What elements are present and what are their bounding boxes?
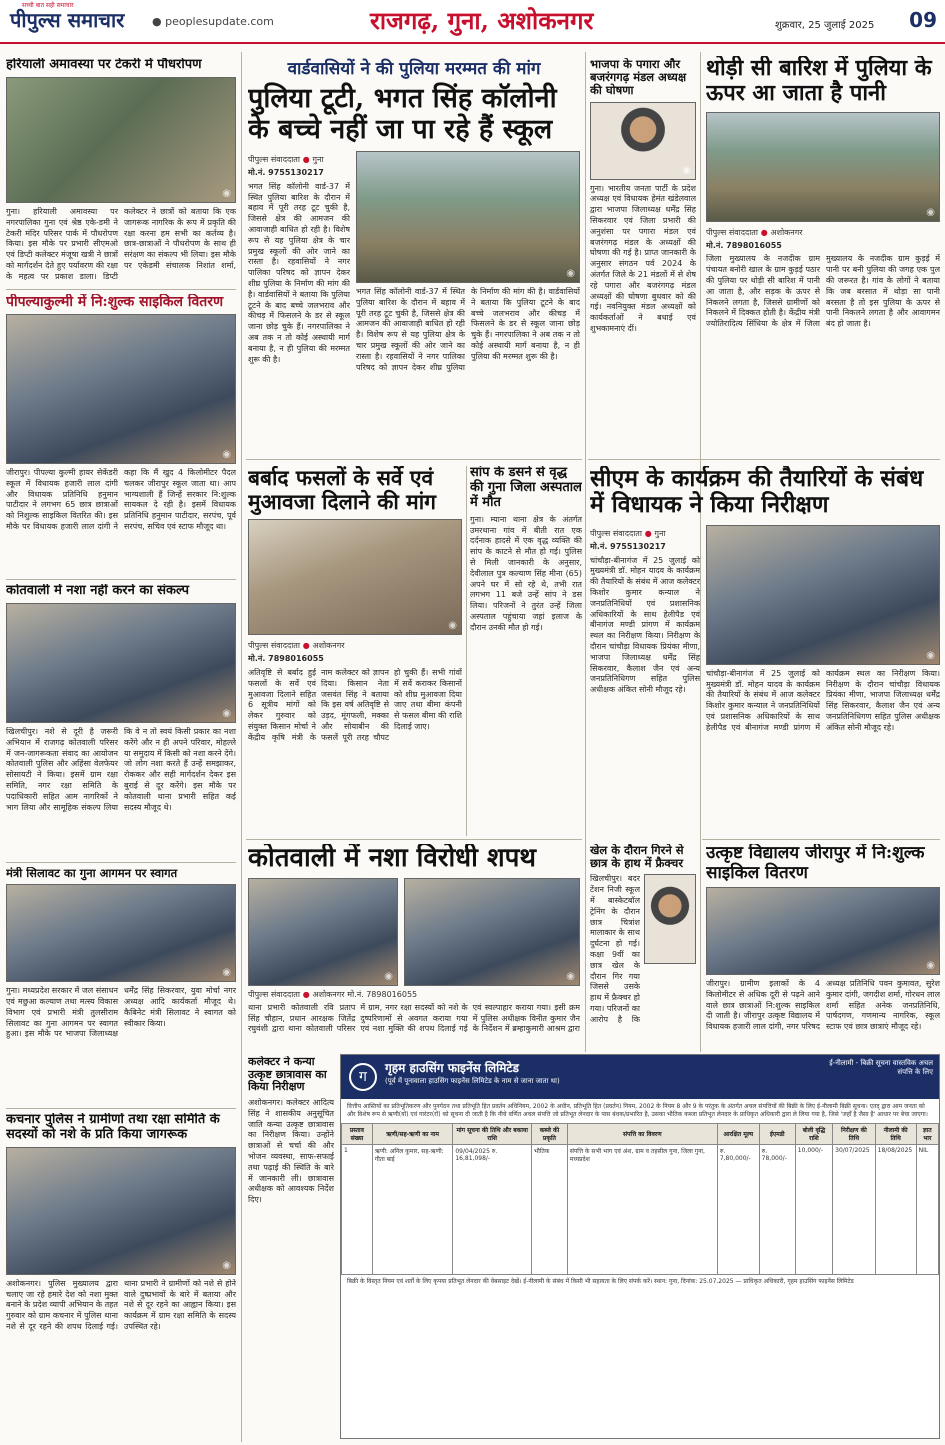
story-mobile: मो.नं. 7898016055: [706, 240, 782, 250]
story-body: अतिवृष्टि से बर्बाद हुई फसलों के सर्वे एवं मुआवजा दिलाने सहित 6 सूत्रीय मांगों को लेकर गुरुवार को संयुक्त किसान मोर्चा ने केंद्रीय कृषि मंत्री के नाम कलेक्टर को ज्ञापन दिया। किसान नेता जसवंत सिंह ने बताया कि इस वर्ष अतिवृष्टि से उड़द, मूंगफली, मक्का और सोयाबीन की फसलें पूरी तरह चौपट हो चुकी हैं। सभी गांवों में सर्वे कराकर किसानों को शीघ्र मुआवजा दिया जाए तथा बीमा कंपनी से फसल बीमा की राशि दिलाई जाए।: [248, 668, 462, 742]
table-row: [342, 1144, 939, 1274]
page-header: [0, 0, 945, 44]
story-divider: [6, 1108, 236, 1109]
story-photo: [248, 519, 462, 635]
story-plantation: [6, 58, 236, 286]
camera-icon: ◉: [566, 970, 575, 982]
column-rule: [585, 52, 586, 1052]
story-photo: [6, 314, 236, 464]
ad-banner: [341, 1055, 939, 1099]
camera-icon: ◉: [222, 449, 231, 461]
story-photo: [6, 884, 236, 982]
story-utkrisht-cycles: [706, 844, 940, 1052]
table-header: नीलामी की तिथि: [875, 1123, 916, 1144]
story-headline[interactable]: कचनार पुलिस ने ग्रामीणों तथा रक्षा समिति के सदस्यों को नशे के प्रति किया जागरूक: [6, 1113, 220, 1142]
table-cell: संपत्ति के सभी भाग एवं अंश, ग्राम व तहसील गुना, जिला गुना, मध्यप्रदेश: [567, 1144, 717, 1274]
table-header: मांग सूचना की तिथि और बकाया राशि: [453, 1123, 532, 1144]
story-photo: [706, 112, 940, 222]
table-header: ईएमडी: [759, 1123, 795, 1144]
story-body: गुना। भारतीय जनता पार्टी के प्रदेश अध्यक्ष एवं विधायक हेमंत खंडेलवाल द्वारा भाजपा जिलाध्यक्ष धर्मेंद्र सिंह सिकरवार एवं जिला प्रभारी की अनुशंसा पर पगारा मंडल एवं बजरंगगढ़ मंडल के अध्यक्षों की घोषणा की गई है। प्राप्त जानकारी के अनुसार संगठन पर्व 2024 के अंतर्गत जिले के 21 मंडलों में से शेष रहे पगारा और बजरंगगढ़ मंडल अध्यक्षों की घोषणा बुधवार को की गई। नवनियुक्त मंडल अध्यक्षों को कार्यकर्ताओं ने बधाई एवं शुभकामनाएं दीं।: [590, 183, 696, 334]
table-cell: 09/04/2025 रु. 16,81,098/-: [453, 1144, 532, 1274]
story-divider: [246, 839, 582, 840]
story-body: चांचौड़ा-बीनागंज में 25 जुलाई को मुख्यमंत्री डॉ. मोहन यादव के कार्यक्रम की तैयारियों के संबंध में आज कलेक्टर किशोर कुमार कन्याल ने जनप्रतिनिधियों एवं प्रशासनिक अधिकारियों के साथ हेलीपैड एवं बीनागंज मण्डी प्रांगण में कार्यक्रम स्थल का निरीक्षण किया। निरीक्षण के दौरान चांचौड़ा विधायक प्रियंका मीणा, भाजपा जिलाध्यक्ष धर्मेंद्र सिंह सिकरवार, कैलाश जैन एवं अन्य जनप्रतिनिधिगण सहित पुलिस अधीक्षक अंकित सोनी मौजूद रहे।: [590, 555, 700, 695]
story-body: गुना। म्याना थाना क्षेत्र के अंतर्गत उमरथाना गांव में बीती रात एक दर्दनाक हादसे में एक वृद्ध व्यक्ति की सांप के काटने से मौत हो गई। पुलिस से मिली जानकारी के अनुसार, देवीलाल पुत्र कल्याण सिंह मीना (65) अपने घर में सो रहे थे, तभी रात लगभग 11 बजे उन्हें सांप ने डस लिया। परिजनों ने तुरंत उन्हें जिला अस्पताल पहुंचाया जहां इलाज के दौरान उनकी मौत हो गई।: [470, 514, 582, 632]
ad-footer: बिक्री के विस्तृत नियम एवं शर्तों के लिए कृपया प्रतिभूत लेनदार की वेबसाइट देखें। ई-नीलामी के संबंध में किसी भी सहायता के लिए संपर्क करें। स्थान: गुना, दिनांक: 25.07.2025 — प्राधिकृत अधिकारी, गृहम हाउसिंग फाइनेंस लिमिटेड: [347, 1277, 854, 1285]
camera-icon: ◉: [566, 268, 575, 280]
ad-company-name: गृहम हाउसिंग फाइनेंस लिमिटेड: [385, 1061, 519, 1075]
story-photo: [6, 603, 236, 723]
ad-notice-type: ई-नीलामी - बिक्री सूचना वास्तविक अचल संपत्ति के लिए: [829, 1059, 933, 1076]
story-photo: [644, 874, 696, 964]
story-body: गुना। हरियाली अमावस्या पर नगरपालिका गुना एवं श्रेष्ठ एके-डमी ने टेकरी मंदिर परिसर पार्क में पौधरोपण किया। इस मौके पर प्रभारी सीएमओ एवं डिप्टी कलेक्टर मंजूषा खत्री ने छात्रों को मार्गदर्शन देते हुए पर्यावरण की रक्षा के महत्व पर प्रकाश डाला। डिप्टी कलेक्टर ने छात्रों को बताया कि एक जागरूक नागरिक के रूप में प्रकृति की रक्षा करना हम सभी का कर्तव्य है। छात्र-छात्राओं ने पौधरोपण के साथ ही सरंक्षण का संकल्प भी लिया। इस मौके पर एकेडमी संचालक निशांत शर्मा,: [6, 206, 236, 281]
column-rule: [241, 52, 242, 1442]
story-kachnar-police: [6, 1113, 236, 1439]
story-bjp-mandal: [590, 58, 696, 456]
story-headline[interactable]: कलेक्टर ने कन्या उत्कृष्ट छात्रावास का किया निरीक्षण: [248, 1056, 327, 1094]
story-headline[interactable]: भाजपा के पगारा और बजरंगगढ़ मंडल अध्यक्ष की घोषणा: [590, 58, 687, 98]
table-cell: रु. 7,80,000/-: [717, 1144, 759, 1274]
website-link[interactable]: ● peoplesupdate.com: [152, 15, 274, 28]
story-photo: [590, 102, 696, 180]
story-body: थाना प्रभारी कोतवाली रवि प्रताप सिंह चौहान, प्रधान आरक्षक जितेंद्र रघुवंशी द्वारा थाना कोतवाली परिसर में ग्राम, नगर रक्षा सदस्यों को नशे के दुष्परिणामों से अवगत कराया गया एवं नशा मुक्ति की शपथ दिलाई गई एवं स्वल्पाहार कराया गया। इसी क्रम में पुलिस अधीक्षक विनीत कुमार जैन के निर्देशन में ब्रम्हाकुमारी आश्रम द्वारा: [248, 1002, 580, 1034]
table-header: ज्ञात भार: [916, 1123, 938, 1144]
story-body: अशोकनगर। पुलिस मुख्यालय द्वारा चलाए जा रहे हमारे देश को नशा मुक्त बनाने के प्रदेश व्यापी अभियान के तहत गुरुवार को ग्राम कचनार में पुलिस थाना नशे से दूर रहने की शपथ दिलाई गई। थाना प्रभारी ने ग्रामीणों को नशे से होने वाले दुष्प्रभावों के बारे में बताया और नशे से दूर रहने का आह्वान किया। इस कार्यक्रम में ग्राम रक्षा समिति के सदस्य उपस्थित रहे।: [6, 1278, 236, 1332]
story-headline[interactable]: सीएम के कार्यक्रम की तैयारियों के संबंध में विधायक ने किया निरीक्षण: [590, 466, 924, 519]
story-divider: [246, 459, 582, 460]
story-divider: [702, 839, 940, 840]
story-snakebite: [470, 466, 582, 836]
auction-table: [341, 1123, 939, 1275]
ad-intro: वित्तीय आस्तियों का प्रतिभूतिकरण और पुनर्गठन तथा प्रतिभूति हित प्रवर्तन अधिनियम, 2002 के अधीन, प्रतिभूति हित (प्रवर्तन) नियम, 2002 के नियम 8 और 9 के परंतुक के अंतर्गत अचल संपत्तियों की बिक्री के लिए ई-नीलामी बिक्री सूचना। एतद् द्वारा आम जनता को और विशेष रूप से ऋणी(यों) एवं गारंटर(रों) को सूचना दी जाती है कि नीचे वर्णित अचल संपत्ति जो प्रतिभूत लेनदार के पास बंधक/प्रभारित है, उसका भौतिक कब्जा प्रतिभूत लेनदार के प्राधिकृत अधिकारी द्वारा ले लिया गया है, जिसे 'जहाँ है जैसा है' आधार पर बेचा जाएगा।: [347, 1103, 928, 1118]
story-byline: पीपुल्स संवाददाता ● गुना: [590, 528, 666, 538]
table-header: आरक्षित मूल्य: [717, 1123, 759, 1144]
ad-company-subtitle: (पूर्व में पूनावाला हाउसिंग फाइनेंस लिमिटेड के नाम से जाना जाता था): [385, 1077, 560, 1085]
column-rule: [466, 466, 467, 836]
story-headline[interactable]: कोतवाली में नशा नहीं करने का संकल्प: [6, 584, 189, 598]
page-number: 09: [909, 8, 937, 32]
story-body-cont: भगत सिंह कॉलोनी वार्ड-37 में स्थित पुलिया बारिश के दौरान में बहाव में पूरी तरह टूट चुकी है, जिससे क्षेत्र की आमजन की आवाजाही बाधित हो रही है। विशेष रूप से यह पुलिया क्षेत्र के चार प्रमुख स्कूलों की ओर जाने का रास्ता है। रहवासियों ने नगर पालिका परिषद को ज्ञापन देकर शीघ्र पुलिया के निर्माण की मांग की है। वार्डवासियों ने बताया कि पुलिया टूटने के बाद बच्चे जलभराव और कीचड़ में फिसलने के डर से स्कूल जाना छोड़ चुके हैं। नगरपालिका ने अब तक न तो कोई अस्थायी मार्ग बनाया है, न ही पुलिया की मरम्मत शुरू की है।: [356, 287, 580, 372]
story-headline[interactable]: बर्बाद फसलों के सर्वे एवं मुआवजा दिलाने की मांग: [248, 466, 436, 515]
camera-icon: ◉: [222, 1259, 231, 1271]
table-cell: 1: [342, 1144, 373, 1274]
story-photo: [248, 878, 398, 986]
camera-icon: ◉: [926, 649, 935, 661]
camera-icon: ◉: [222, 707, 231, 719]
story-body: अशोकनगर। कलेक्टर आदित्य सिंह ने शासकीय अनुसूचित जाति कन्या उत्कृष्ट छात्रावास का निरीक्षण किया। उन्होंने छात्राओं से चर्चा की और भोजन व्यवस्था, साफ-सफाई तथा पढ़ाई की स्थिति के बारे में जानकारी ली। छात्रावास अधीक्षक को आवश्यक निर्देश दिए।: [248, 1097, 334, 1205]
story-headline[interactable]: उत्कृष्ट विद्यालय जीरापुर में नि:शुल्क साइकिल वितरण: [706, 844, 925, 883]
auction-notice-ad[interactable]: [340, 1054, 940, 1439]
story-byline: पीपुल्स संवाददाता ● गुना: [248, 155, 324, 165]
story-headline[interactable]: थोड़ी सी बारिश में पुलिया के ऊपर आ जाता है पानी: [706, 56, 932, 107]
table-header: प्रस्ताव संख्या: [342, 1123, 373, 1144]
story-body: गुना। मध्यप्रदेश सरकार में जल संसाधन एवं मछुआ कल्याण तथा मत्स्य विकास विभाग एवं प्रभारी मंत्री तुलसीराम सिलावट का गुना आगमन पर स्वागत हुआ। इस मौके पर भाजपा जिलाध्यक्ष धर्मेंद्र सिंह सिकरवार, युवा मोर्चा नगर अध्यक्ष आदि कार्यकर्ता मौजूद थे। कैबिनेट मंत्री सिलावट ने स्वागत को स्वीकार किया।: [6, 986, 236, 1039]
camera-icon: ◉: [384, 970, 393, 982]
camera-icon: ◉: [222, 967, 231, 979]
story-student-fracture: [590, 844, 696, 1052]
table-header: कब्जे की प्रकृति: [532, 1123, 568, 1144]
story-body-cont: चांचौड़ा-बीनागंज में 25 जुलाई को मुख्यमंत्री डॉ. मोहन यादव के कार्यक्रम की तैयारियों के संबंध में आज कलेक्टर किशोर कुमार कन्याल ने जनप्रतिनिधियों एवं प्रशासनिक अधिकारियों के साथ हेलीपैड एवं बीनागंज मण्डी प्रांगण में कार्यक्रम स्थल का निरीक्षण किया। निरीक्षण के दौरान चांचौड़ा विधायक प्रियंका मीणा, भाजपा जिलाध्यक्ष धर्मेंद्र सिंह सिकरवार, कैलाश जैन एवं अन्य जनप्रतिनिधिगण सहित पुलिस अधीक्षक अंकित सोनी मौजूद रहे।: [706, 668, 940, 732]
table-cell: 18/08/2025: [875, 1144, 916, 1274]
story-flooded-culvert: [706, 56, 940, 456]
story-kicker: वार्डवासियों ने की पुलिया मरम्मत की मांग: [287, 59, 541, 79]
story-photo: [6, 77, 236, 203]
story-headline[interactable]: पीपल्याकुल्मी में नि:शुल्क साइकिल वितरण: [6, 294, 224, 310]
story-headline[interactable]: मंत्री सिलावट का गुना आगमन पर स्वागत: [6, 867, 178, 880]
masthead-logo[interactable]: पीपुल्स समाचार: [10, 8, 125, 32]
table-cell: 30/07/2025: [833, 1144, 876, 1274]
story-cm-preparations: [590, 466, 940, 836]
table-header: ऋणी/सह-ऋणी का नाम: [372, 1123, 453, 1144]
story-photo: [356, 151, 580, 283]
story-byline: पीपुल्स संवाददाता ● अशोकनगर: [706, 227, 803, 237]
story-photo: [6, 1147, 236, 1275]
story-photo-2: [404, 878, 580, 986]
story-headline[interactable]: कोतवाली में नशा विरोधी शपथ: [248, 844, 537, 873]
story-headline[interactable]: पुलिया टूटी, भगत सिंह कॉलोनी के बच्चे नहीं जा पा रहे हैं स्कूल: [248, 83, 557, 146]
story-headline[interactable]: हरियाली अमावस्या पर टेकरी में पौधरोपण: [6, 58, 202, 72]
story-body: जिला मुख्यालय के नजदीक ग्राम पंचायत बनोरी खाल के ग्राम कुड़ई पठार की पुलिया पर थोड़ी सी बारिश में पानी आ जाता है, और सड़क के ऊपर से निकलने लगता है, जिससे ग्रामीणों को निकलने में दिक्कत होती है। केंद्रीय मंत्री ज्योतिरादित्य सिंधिया के क्षेत्र में जिला मुख्यालय के नजदीक ग्राम कुड़ई में पानी पर बनी पुलिया की जगह एक पुल की जरूरत है। गांव के लोगों ने बताया कि जब बरसात में थोड़ा सा पानी बरसता है तो इस पुलिया के ऊपर से पानी निकलने लगता है और आवागमन बंद हो जाता है।: [706, 254, 940, 329]
table-header: बोली वृद्धि राशि: [795, 1123, 832, 1144]
camera-icon: ◉: [448, 620, 457, 632]
story-headline[interactable]: खेल के दौरान गिरने से छात्र के हाथ में फ्रैक्चर: [590, 844, 684, 871]
camera-icon: ◉: [222, 187, 231, 199]
story-divider: [6, 579, 236, 580]
story-hostel-inspection: [248, 1056, 334, 1439]
table-cell: NIL: [916, 1144, 938, 1274]
table-cell: भौतिक: [532, 1144, 568, 1274]
story-broken-culvert: [248, 56, 580, 456]
story-byline: पीपुल्स संवाददाता ● अशोकनगर मो.नं. 7898016055: [248, 989, 418, 999]
table-cell: ऋणी: अनिल कुमार, सह-ऋणी: गीता बाई: [372, 1144, 453, 1274]
story-body: खिलचीपुर। बदर टेंशन निजी स्कूल में बास्केटबॉल ट्रेनिंग के दौरान छात्र चित्रांश मालाकार के साथ दुर्घटना हो गई। कक्षा 9वीं का छात्र खेल के दौरान गिर गया जिससे उसके हाथ में फ्रैक्चर हो गया। परिजनों का आरोप है कि: [590, 874, 640, 1024]
company-logo: ग: [349, 1063, 377, 1091]
story-byline: पीपुल्स संवाददाता ● अशोकनगर: [248, 641, 345, 651]
story-mobile: मो.नं. 9755130217: [248, 168, 324, 178]
section-title: राजगढ़, गुना, अशोकनगर: [370, 6, 594, 35]
story-headline[interactable]: सांप के डसने से वृद्ध की गुना जिला अस्पताल में मौत: [470, 466, 582, 510]
table-header-row: [342, 1123, 939, 1144]
story-mobile: मो.नं. 7898016055: [248, 654, 324, 664]
story-crop-compensation: [248, 466, 462, 836]
story-kotwali-pledge: [6, 584, 236, 860]
story-divider: [6, 862, 236, 863]
story-divider: [6, 289, 236, 290]
camera-icon: ◉: [926, 960, 935, 972]
story-body: जीरापुर। ग्रामीण इलाकों के 4 किलोमीटर से अधिक दूरी से पढ़ने आने वाले छात्र छात्राओं नि:शुल्क साइकिल दी जाती है। जीरापुर उत्कृष्ट विद्यालय में विधायक हजारी लाल दांगी, नगर परिषद अध्यक्ष प्रतिनिधि पवन कुमावत, सुरेश कुमार दांगी, जगदीश शर्मा, गोरधन लाल शर्मा सहित अनेक जनप्रतिनिधि, पार्षदगण, गणमान्य नागरिक, स्कूल स्टाफ एवं छात्र छात्राएं मौजूद रहे।: [706, 979, 940, 1032]
masthead-tagline: सच्ची बात सही समाचार: [22, 2, 74, 9]
camera-icon: ◉: [682, 164, 691, 176]
story-body: जीरापुर। पीपल्या कुल्मी हायर सेकेंडरी स्कूल में विधायक हजारी लाल दांगी और विधायक प्रतिनिधि हनुमान पाटीदार ने लगभग 65 छात्र छात्राओं को निशुल्क साइकिल वितरित की। इस मौके पर विधायक हजारी लाल दांगी ने कहा कि मैं खुद 4 किलोमीटर पैदल चलकर जीरापुर स्कूल जाता था। आप भाग्यशाली हैं जिन्हें सरकार नि:शुल्क सायकल दे रही है। इसमें विधायक प्रतिनिधि हनुमान पाटीदार, सरपंच, पूर्व सरपंच, सचिव एवं स्टाफ मौजूद था।: [6, 468, 236, 532]
story-photo: [706, 525, 940, 665]
story-divider: [588, 459, 940, 460]
camera-icon: ◉: [926, 206, 935, 218]
story-body: खिलचीपुर। नशे से दूरी है जरूरी अभियान में राजगढ़ कोतवाली परिसर में जन-जागरूकता संवाद का आयोजन कोतवाली पुलिस और अहिंसा वेलफेयर सोसायटी ने किया। इसमें ग्राम रक्षा समिति, नगर रक्षा समिति के पदाधिकारी सहित आम नागरिकों ने भाग लिया और सामूहिक संकल्प लिया कि वे न तो स्वयं किसी प्रकार का नशा करेंगे और न ही अपने परिवार, मोहल्ले या समुदाय में किसी को नशा करने देंगे। जो लोग नशा करते हैं उन्हें समझाकर, रोककर और सही मार्गदर्शन देकर इस बुराई से दूर करेंगे। इस मौके पर कोतवाली थाना प्रभारी सहित कई सदस्य मौजूद थे।: [6, 726, 236, 812]
story-photo: [706, 887, 940, 975]
issue-date: शुक्रवार, 25 जुलाई 2025: [775, 20, 875, 31]
story-minister-welcome: [6, 867, 236, 1105]
table-cell: रु. 78,000/-: [759, 1144, 795, 1274]
story-cycle-distribution: [6, 294, 236, 576]
table-header: निरीक्षण की तिथि: [833, 1123, 876, 1144]
story-anti-drug-oath: [248, 844, 580, 1052]
table-header: संपत्ति का विवरण: [567, 1123, 717, 1144]
story-body: भगत सिंह कॉलोनी वार्ड-37 में स्थित पुलिया बारिश के दौरान में बहाव में पूरी तरह टूट चुकी है, जिससे क्षेत्र की आमजन की आवाजाही बाधित हो रही है। विशेष रूप से यह पुलिया क्षेत्र के चार प्रमुख स्कूलों की ओर जाने का रास्ता है। रहवासियों ने नगर पालिका परिषद को ज्ञापन देकर शीघ्र पुलिया के निर्माण की मांग की है। वार्डवासियों ने बताया कि पुलिया टूटने के बाद बच्चे जलभराव और कीचड़ में फिसलने के डर से स्कूल जाना छोड़ चुके हैं। नगरपालिका ने अब तक न तो कोई अस्थायी मार्ग बनाया है, न ही पुलिया की मरम्मत शुरू की है।: [248, 181, 350, 364]
story-mobile: मो.नं. 9755130217: [590, 541, 666, 551]
table-cell: 10,000/-: [795, 1144, 832, 1274]
